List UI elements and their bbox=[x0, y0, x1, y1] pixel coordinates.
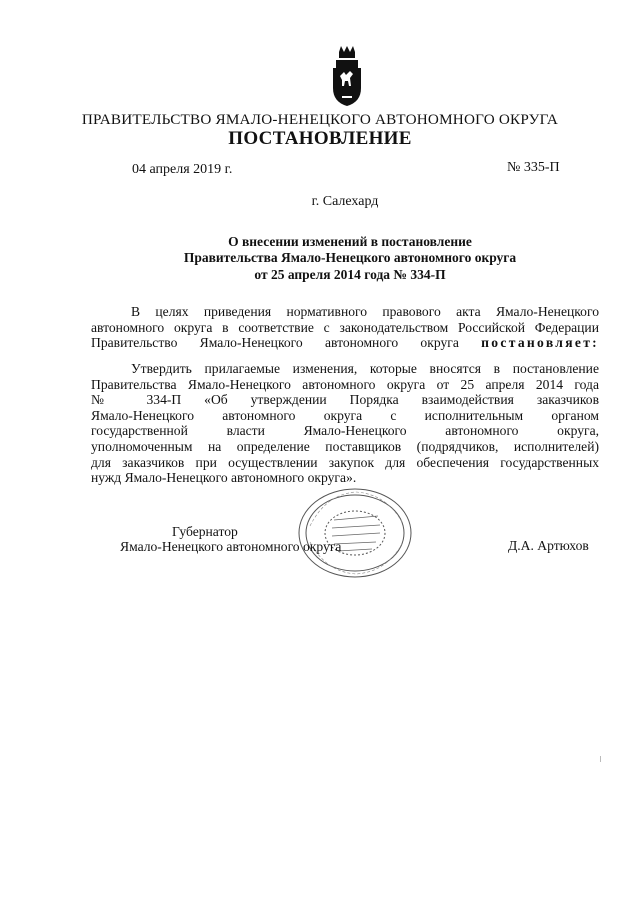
preamble-line-text: Правительство Ямало-Ненецкого автономного округа bbox=[91, 335, 482, 351]
scan-mark bbox=[600, 756, 601, 762]
body-line: Ямало-Ненецкого автономного округа с исполнительным органом bbox=[91, 407, 599, 423]
body-line: Правительства Ямало-Ненецкого автономного округа от 25 апреля 2014 года bbox=[91, 376, 599, 392]
body-line: государственной власти Ямало-Ненецкого автономного округа, bbox=[91, 423, 599, 439]
document-subject bbox=[140, 234, 560, 283]
signer-organization: Ямало-Ненецкого автономного округа bbox=[120, 539, 342, 554]
body-line: Утвердить прилагаемые изменения, которые вносятся в постановление bbox=[131, 361, 599, 376]
coat-of-arms-icon bbox=[330, 46, 364, 108]
body-line: для заказчиков при осуществлении закупок для обеспечения государственных bbox=[91, 454, 599, 470]
preamble-line: В целях приведения нормативного правового акта Ямало-Ненецкого bbox=[131, 304, 599, 319]
resolves-emphasis: постановляет: bbox=[481, 335, 599, 351]
body-line: № 334-П «Об утверждении Порядка взаимодействия заказчиков bbox=[91, 392, 599, 408]
body-line: нужд Ямало-Ненецкого автономного округа». bbox=[91, 470, 357, 486]
document-date: 04 апреля 2019 г. bbox=[132, 162, 233, 177]
official-stamp-icon bbox=[296, 486, 414, 580]
body-paragraph bbox=[91, 361, 599, 486]
body-line: уполномоченным на определение поставщиков (подрядчиков, исполнителей) bbox=[91, 438, 599, 454]
subject-line: от 25 апреля 2014 года № 334-П bbox=[254, 266, 446, 282]
government-name: ПРАВИТЕЛЬСТВО ЯМАЛО-НЕНЕЦКОГО АВТОНОМНОГО ОКРУГА bbox=[81, 111, 559, 128]
signer-position: Губернатор bbox=[172, 524, 238, 539]
document-type-title: ПОСТАНОВЛЕНИЕ bbox=[228, 128, 412, 149]
signer-name: Д.А. Артюхов bbox=[508, 538, 589, 553]
document-city: г. Салехард bbox=[311, 194, 379, 209]
subject-line: О внесении изменений в постановление bbox=[228, 234, 472, 249]
preamble-line: автономного округа в соответствие с законодательством Российской Федерации bbox=[91, 319, 599, 335]
preamble-paragraph bbox=[91, 304, 599, 351]
preamble-line bbox=[91, 335, 599, 351]
document-number: № 335-П bbox=[507, 160, 560, 175]
subject-line: Правительства Ямало-Ненецкого автономного округа bbox=[183, 250, 517, 266]
